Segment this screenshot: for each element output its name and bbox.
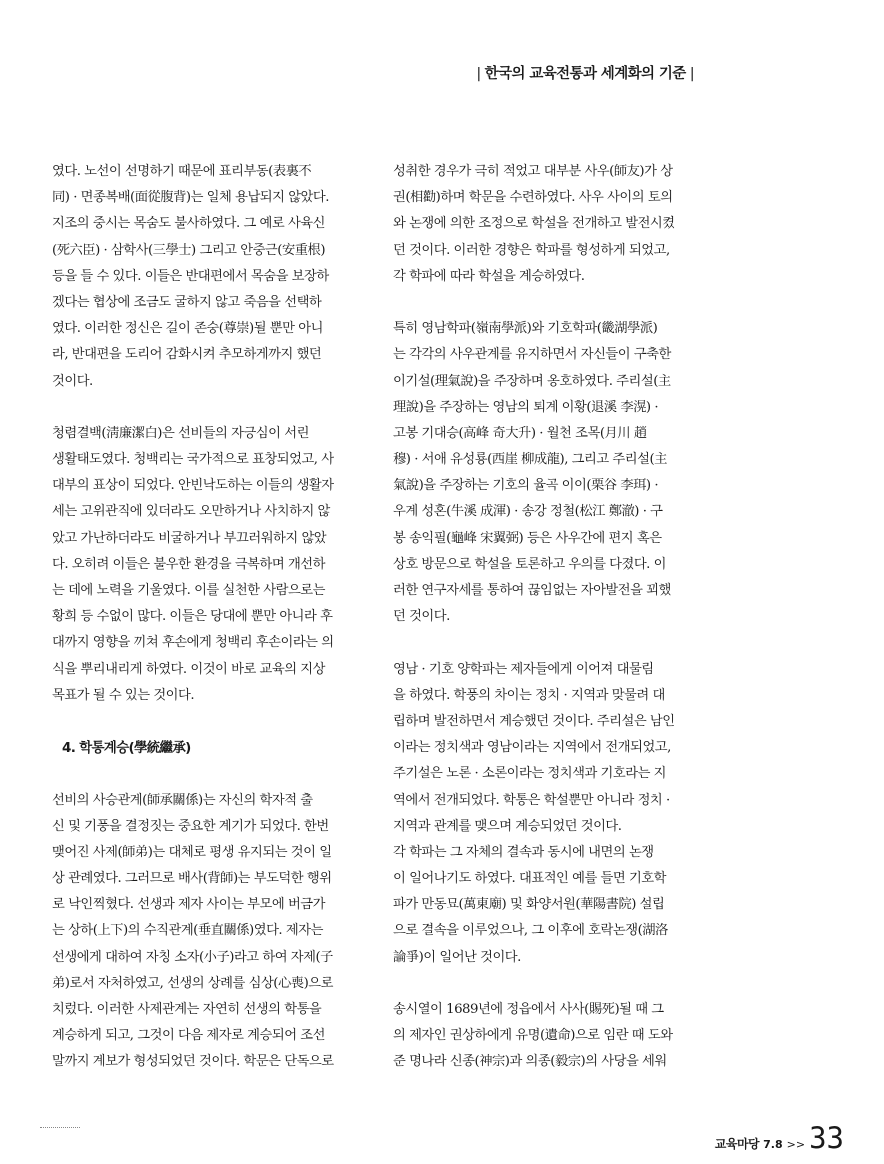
page-number: 33 xyxy=(809,1121,844,1155)
text-line: 선생에게 대하여 자칭 소자(小子)라고 하여 자제(子 xyxy=(52,949,333,965)
header-bar-right: | xyxy=(689,66,694,82)
text-line: 권(相勸)하며 학문을 수련하였다. 사우 사이의 토의 xyxy=(393,190,673,206)
paragraph-gap xyxy=(52,395,357,421)
text-line: 이라는 정치색과 영남이라는 지역에서 전개되었고, xyxy=(393,740,671,756)
text-line: 역에서 전개되었다. 학통은 학설뿐만 아니라 정치 · xyxy=(393,792,670,808)
text-line: 았고 가난하더라도 비굴하거나 부끄러워하지 않았 xyxy=(52,530,327,546)
text-line: 우계 성혼(牛溪 成渾) · 송강 정철(松江 鄭澈) · 구 xyxy=(393,504,663,520)
paragraph-gap xyxy=(393,971,705,997)
text-line: 계승하게 되고, 그것이 다음 제자로 계승되어 조선 xyxy=(52,1028,325,1044)
text-line: (死六臣) · 삼학사(三學士) 그리고 안중근(安重根) xyxy=(52,242,326,258)
text-line: 던 것이다. xyxy=(393,609,450,625)
text-line: 理說)을 주장하는 영남의 퇴계 이황(退溪 李滉) · xyxy=(393,399,659,415)
text-line: 同) · 면종복배(面從腹背)는 일체 용납되지 않았다. xyxy=(52,190,329,206)
section-heading: 4. 학통계승(學統繼承) xyxy=(62,740,191,757)
text-line: 겠다는 협상에 조금도 굴하지 않고 죽음을 선택하 xyxy=(52,294,322,310)
text-line: 봉 송익필(龜峰 宋翼弼) 등은 사우간에 편지 혹은 xyxy=(393,530,662,546)
text-line: 弟)로서 자처하였고, 선생의 상례를 심상(心喪)으로 xyxy=(52,975,333,991)
text-line: 는 데에 노력을 기울였다. 이를 실천한 사람으로는 xyxy=(52,583,325,598)
text-line: 다. 오히려 이들은 불우한 환경을 극복하며 개선하 xyxy=(52,556,325,572)
text-line: 이 일어나기도 하였다. 대표적인 예를 들면 기호학 xyxy=(393,871,666,887)
text-line: 였다. 이러한 정신은 길이 존숭(尊崇)될 뿐만 아니 xyxy=(52,321,323,337)
text-line: 지역과 관계를 맺으며 계승되었던 것이다. xyxy=(393,818,622,834)
text-line: 송시열이 1689년에 정읍에서 사사(賜死)될 때 그 xyxy=(393,1002,664,1017)
text-line: 맺어진 사제(師弟)는 대체로 평생 유지되는 것이 일 xyxy=(52,844,332,860)
text-line: 특히 영남학파(嶺南學派)와 기호학파(畿湖學派) xyxy=(393,321,658,337)
text-line: 이기설(理氣說)을 주장하며 옹호하였다. 주리설(主 xyxy=(393,373,671,389)
text-line: 각 학파에 따라 학설을 계승하였다. xyxy=(393,268,585,284)
text-line: 것이다. xyxy=(52,373,93,389)
text-line: 라, 반대편을 도리어 감화시켜 추모하게까지 했던 xyxy=(52,347,322,363)
text-line: 의 제자인 권상하에게 유명(遺命)으로 임란 때 도와 xyxy=(393,1028,673,1044)
text-line: 선비의 사승관계(師承關係)는 자신의 학자적 출 xyxy=(52,792,313,808)
paragraph-gap xyxy=(52,761,357,787)
text-line: 穆) · 서애 유성룡(西崖 柳成龍), 그리고 주리설(主 xyxy=(393,452,667,468)
text-line: 파가 만동묘(萬東廟) 및 화양서원(華陽書院) 설립 xyxy=(393,897,665,913)
text-line: 황희 등 수없이 많다. 이들은 당대에 뿐만 아니라 후 xyxy=(52,609,333,625)
text-line: 영남 · 기호 양학파는 제자들에게 이어져 대물림 xyxy=(393,661,654,677)
text-line: 각 학파는 그 자체의 결속과 동시에 내면의 논쟁 xyxy=(393,844,654,860)
text-line: 는 각각의 사우관계를 유지하면서 자신들이 구축한 xyxy=(393,347,671,363)
text-line: 청렴결백(淸廉潔白)은 선비들의 자긍심이 서린 xyxy=(52,425,309,441)
text-line: 생활태도였다. 청백리는 국가적으로 표창되었고, 사 xyxy=(52,452,334,468)
text-line: 는 상하(上下)의 수직관계(垂直關係)였다. 제자는 xyxy=(52,923,323,939)
paragraph-gap xyxy=(393,630,705,656)
text-line: 등을 들 수 있다. 이들은 반대편에서 목숨을 보장하 xyxy=(52,268,329,284)
text-line: 氣說)을 주장하는 기호의 율곡 이이(栗谷 李珥) · xyxy=(393,478,659,494)
text-line: 대부의 표상이 되었다. 안빈낙도하는 이들의 생활자 xyxy=(52,478,334,494)
text-line: 던 것이다. 이러한 경향은 학파를 형성하게 되었고, xyxy=(393,242,670,258)
text-line: 論爭)이 일어난 것이다. xyxy=(393,949,521,965)
text-line: 식을 뿌리내리게 하였다. 이것이 바로 교육의 지상 xyxy=(52,661,325,677)
running-header xyxy=(472,62,698,83)
text-line: 말까지 계보가 형성되었던 것이다. 학문은 단독으로 xyxy=(52,1054,334,1070)
footer-decoration xyxy=(40,1127,80,1130)
text-line: 목표가 될 수 있는 것이다. xyxy=(52,687,195,703)
text-line: 신 및 기풍을 결정짓는 중요한 계기가 되었다. 한번 xyxy=(52,818,329,834)
text-line: 세는 고위관직에 있더라도 오만하거나 사치하지 않 xyxy=(52,504,330,520)
left-column xyxy=(52,159,357,1076)
text-line: 와 논쟁에 의한 조정으로 학설을 전개하고 발전시켰 xyxy=(393,216,675,232)
page-footer xyxy=(714,1121,844,1155)
text-line: 으로 결속을 이루었으나, 그 이후에 호락논쟁(湖洛 xyxy=(393,923,668,939)
text-line: 상호 방문으로 학설을 토론하고 우의를 다졌다. 이 xyxy=(393,556,666,572)
text-line: 립하며 발전하면서 계승했던 것이다. 주리설은 남인 xyxy=(393,713,675,729)
paragraph-gap xyxy=(393,290,705,316)
text-line: 지조의 중시는 목숨도 불사하였다. 그 예로 사육신 xyxy=(52,216,325,232)
header-bar-left: | xyxy=(476,66,481,82)
arrows-icon: >> xyxy=(786,1138,806,1151)
text-line: 상 관례였다. 그러므로 배사(背師)는 부도덕한 행위 xyxy=(52,871,332,887)
text-line: 치렀다. 이러한 사제관계는 자연히 선생의 학통을 xyxy=(52,1002,322,1017)
text-line: 주기설은 노론 · 소론이라는 정치색과 기호라는 지 xyxy=(393,766,666,782)
text-line: 을 하였다. 학풍의 차이는 정치 · 지역과 맞물려 대 xyxy=(393,687,665,703)
paragraph-gap xyxy=(52,709,357,735)
text-line: 러한 연구자세를 통하여 끊임없는 자아발전을 꾀했 xyxy=(393,583,671,598)
right-column xyxy=(393,159,705,1076)
text-line: 고봉 기대승(高峰 奇大升) · 월천 조목(月川 趙 xyxy=(393,425,647,441)
running-title: 한국의 교육전통과 세계화의 기준 xyxy=(484,66,686,82)
text-line: 성취한 경우가 극히 적었고 대부분 사우(師友)가 상 xyxy=(393,164,673,179)
text-line: 준 명나라 신종(神宗)과 의종(毅宗)의 사당을 세워 xyxy=(393,1054,667,1070)
magazine-name: 교육마당 xyxy=(714,1137,760,1151)
text-line: 로 낙인찍혔다. 선생과 제자 사이는 부모에 버금가 xyxy=(52,897,325,913)
issue-number: 7.8 xyxy=(763,1138,783,1151)
text-line: 였다. 노선이 선명하기 때문에 표리부동(表裏不 xyxy=(52,164,312,179)
text-line: 대까지 영향을 끼쳐 후손에게 청백리 후손이라는 의 xyxy=(52,635,334,651)
